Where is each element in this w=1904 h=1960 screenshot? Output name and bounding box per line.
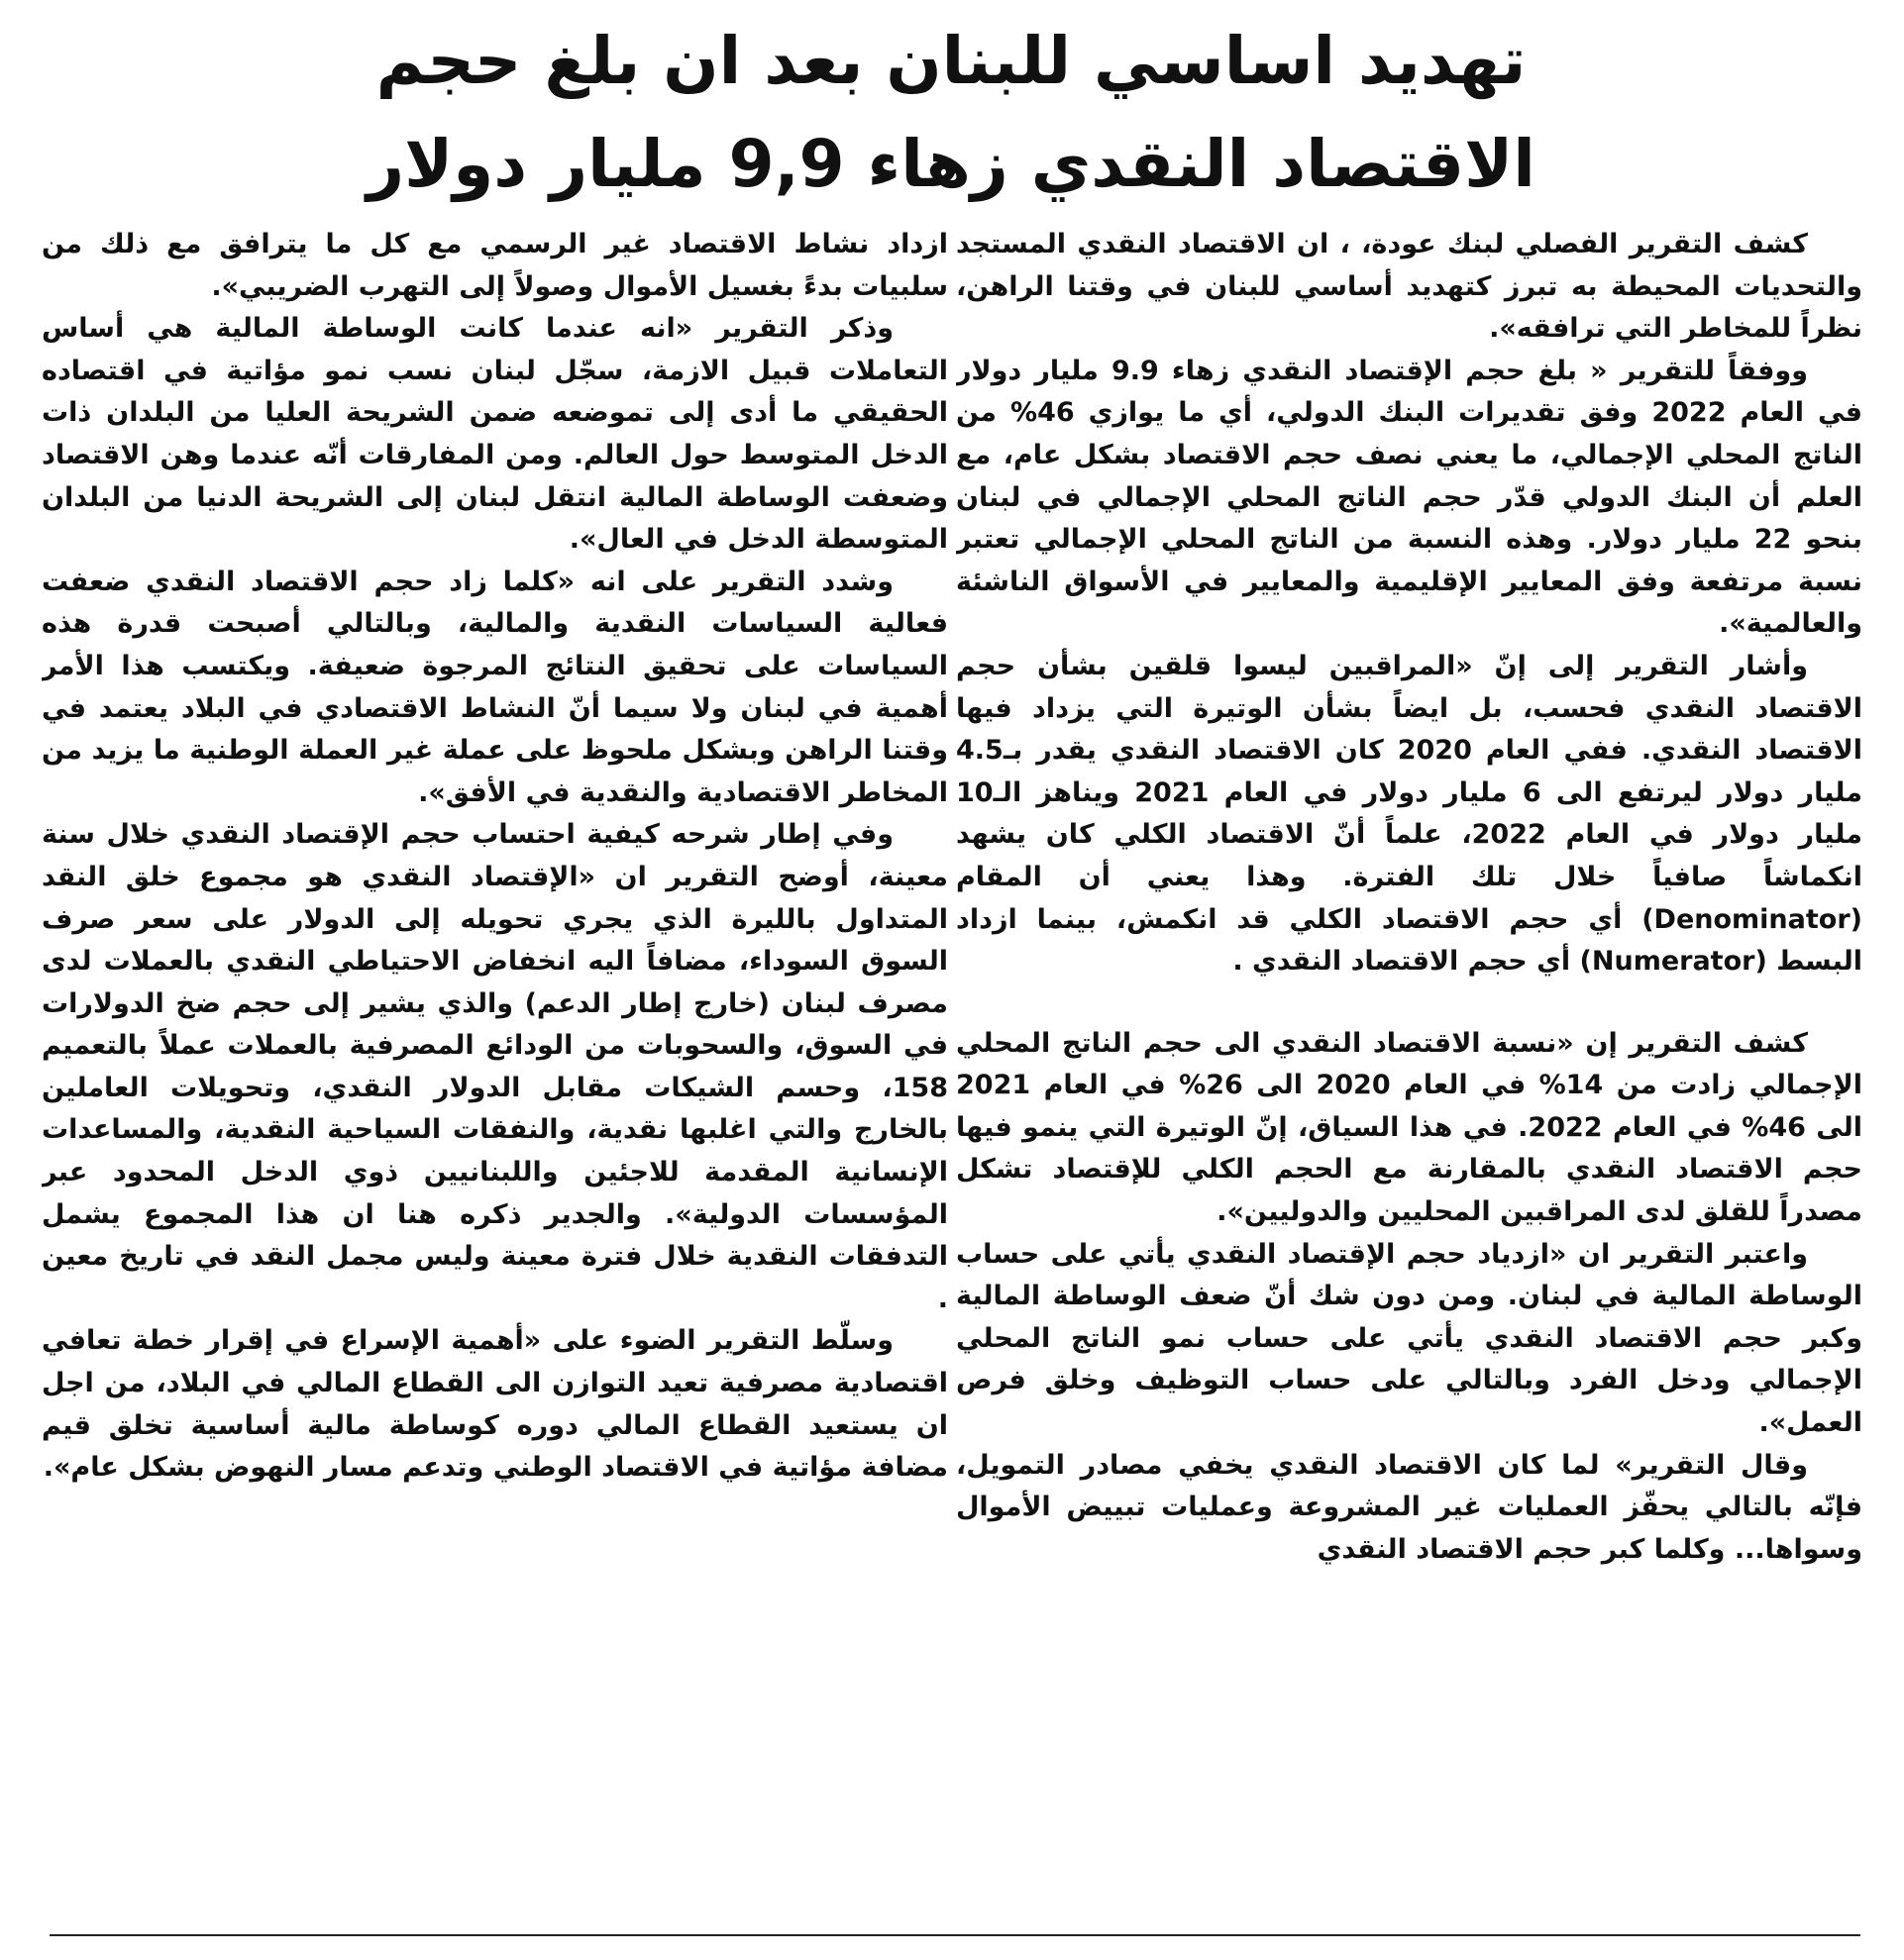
paragraph: وأشار التقرير إلى إنّ «المراقبين ليسوا قلقين بشأن حجم الاقتصاد النقدي فحسب، بل ايضاً بشأن الوتيرة التي يزداد فيها الاقتصاد النقدي. ففي العام 2020 كان الاقتصاد النقدي يقدر بـ4.5 مليار دولار ليرتفع الى 6 مليار دولار في العام 2021 ويناهز الـ10 مليار دولار في العام 2022، علماً أنّ الاقتصاد الكلي كان يشهد انكماشاً صافياً خلال تلك الفترة. وهذا يعني أن المقام (Denominator) أي حجم الاقتصاد الكلي قد انكمش، بينما ازداد البسط (Numerator) أي حجم الاقتصاد النقدي . [956,650,1862,978]
paragraph: وسلّط التقرير الضوء على «أهمية الإسراع في إقرار خطة تعافي اقتصادية مصرفية تعيد التوازن الى القطاع المالي في البلاد، من اجل ان يستعيد القطاع المالي دوره كوساطة مالية أساسية تخلق قيم مضافة مؤاتية في الاقتصاد الوطني وتدعم مسار النهوض بشكل عام». [42,1325,948,1484]
article-column-right [956,224,1862,1888]
paragraph: وفي إطار شرحه كيفية احتساب حجم الإقتصاد النقدي خلال سنة معينة، أوضح التقرير ان «الإقتصاد النقدي هو مجموع خلق النقد المتداول بالليرة الذي يجري تحويله إلى الدولار على سعر صرف السوق السوداء، مضافاً اليه انخفاض الاحتياطي النقدي بالعملات لدى مصرف لبنان (خارج إطار الدعم) والذي يشير إلى حجم ضخ الدولارات في السوق، والسحوبات من الودائع المصرفية بالعملات عملاً بالتعميم 158، وحسم الشيكات مقابل الدولار النقدي، وتحويلات العاملين بالخارج والتي اغلبها نقدية، والنفقات السياحية النقدية، والمساعدات الإنسانية المقدمة للاجئين واللبنانيين ذوي الدخل المحدود عبر المؤسسات الدولية». والجدير ذكره هنا ان هذا المجموع يشمل التدفقات النقدية خلال فترة معينة وليس مجمل النقد في تاريخ معين . [42,819,948,1314]
paragraph: وقال التقرير» لما كان الاقتصاد النقدي يخفي مصادر التمويل، فإنّه بالتالي يحفّز العمليات غير المشروعة وعمليات تبييض الأموال وسواها... وكلما كبر حجم الاقتصاد النقدي [956,1449,1862,1565]
paragraph: وذكر التقرير «انه عندما كانت الوساطة المالية هي أساس التعاملات قبيل الازمة، سجّل لبنان نسب نمو مؤاتية في اقتصاده الحقيقي ما أدى إلى تموضعه ضمن الشريحة العليا من البلدان ذات الدخل المتوسط حول العالم. ومن المفارقات أنّه عندما وهن الاقتصاد وضعفت الوساطة المالية انتقل لبنان إلى الشريحة الدنيا من البلدان المتوسطة الدخل في العال». [42,313,948,556]
paragraph: ازداد نشاط الاقتصاد غير الرسمي مع كل ما يترافق مع ذلك من سلبيات بدءً بغسيل الأموال وصولاً إلى التهرب الضريبي». [42,229,948,302]
paragraph: كشف التقرير الفصلي لبنك عودة، ، ان الاقتصاد النقدي المستجد والتحديات المحيطة به تبرز كتهديد أساسي للبنان في وقتنا الراهن، نظراً للمخاطر التي ترافقه». [956,229,1862,345]
paragraph: وشدد التقرير على انه «كلما زاد حجم الاقتصاد النقدي ضعفت فعالية السياسات النقدية والمالية، وبالتالي أصبحت قدرة هذه السياسات على تحقيق النتائج المرجوة ضعيفة. ويكتسب هذا الأمر أهمية في لبنان ولا سيما أنّ النشاط الاقتصادي في البلاد يعتمد في وقتنا الراهن وبشكل ملحوظ على عملة غير العملة الوطنية ما يزيد من المخاطر الاقتصادية والنقدية في الأفق». [42,566,948,808]
paragraph: واعتبر التقرير ان «ازدياد حجم الإقتصاد النقدي يأتي على حساب الوساطة المالية في لبنان. ومن دون شك أنّ ضعف الوساطة المالية وكبر حجم الاقتصاد النقدي يأتي على حساب نمو الناتج المحلي الإجمالي ودخل الفرد وبالتالي على حساب التوظيف وخلق فرص العمل». [956,1238,1862,1439]
headline-line-1: تهديد اساسي للبنان بعد ان بلغ حجم [375,23,1527,99]
headline-line-2: الاقتصاد النقدي زهاء 9,9 مليار دولار [367,126,1535,202]
paragraph: كشف التقرير إن «نسبة الاقتصاد النقدي الى حجم الناتج المحلي الإجمالي زادت من 14% في العام 2020 الى 26% في العام 2021 الى 46% في العام 2022. في هذا السياق، إنّ الوتيرة التي ينمو فيها حجم الاقتصاد النقدي بالمقارنة مع الحجم الكلي للإقتصاد تشكل مصدراً للقلق لدى المراقبين المحليين والدوليين». [956,1027,1862,1228]
paragraph: ووفقاً للتقرير « بلغ حجم الإقتصاد النقدي زهاء 9.9 مليار دولار في العام 2022 وفق تقديرات البنك الدولي، أي ما يوازي 46% من الناتج المحلي الإجمالي، ما يعني نصف حجم الاقتصاد بشكل عام، مع العلم أن البنك الدولي قدّر حجم الناتج المحلي الإجمالي في لبنان بنحو 22 مليار دولار. وهذه النسبة من الناتج المحلي الإجمالي تعتبر نسبة مرتفعة وفق المعايير الإقليمية والمعايير في الأسواق الناشئة والعالمية». [956,355,1862,640]
headline [119,10,1783,216]
bottom-divider [50,1934,1860,1936]
article-column-left [42,224,948,1888]
